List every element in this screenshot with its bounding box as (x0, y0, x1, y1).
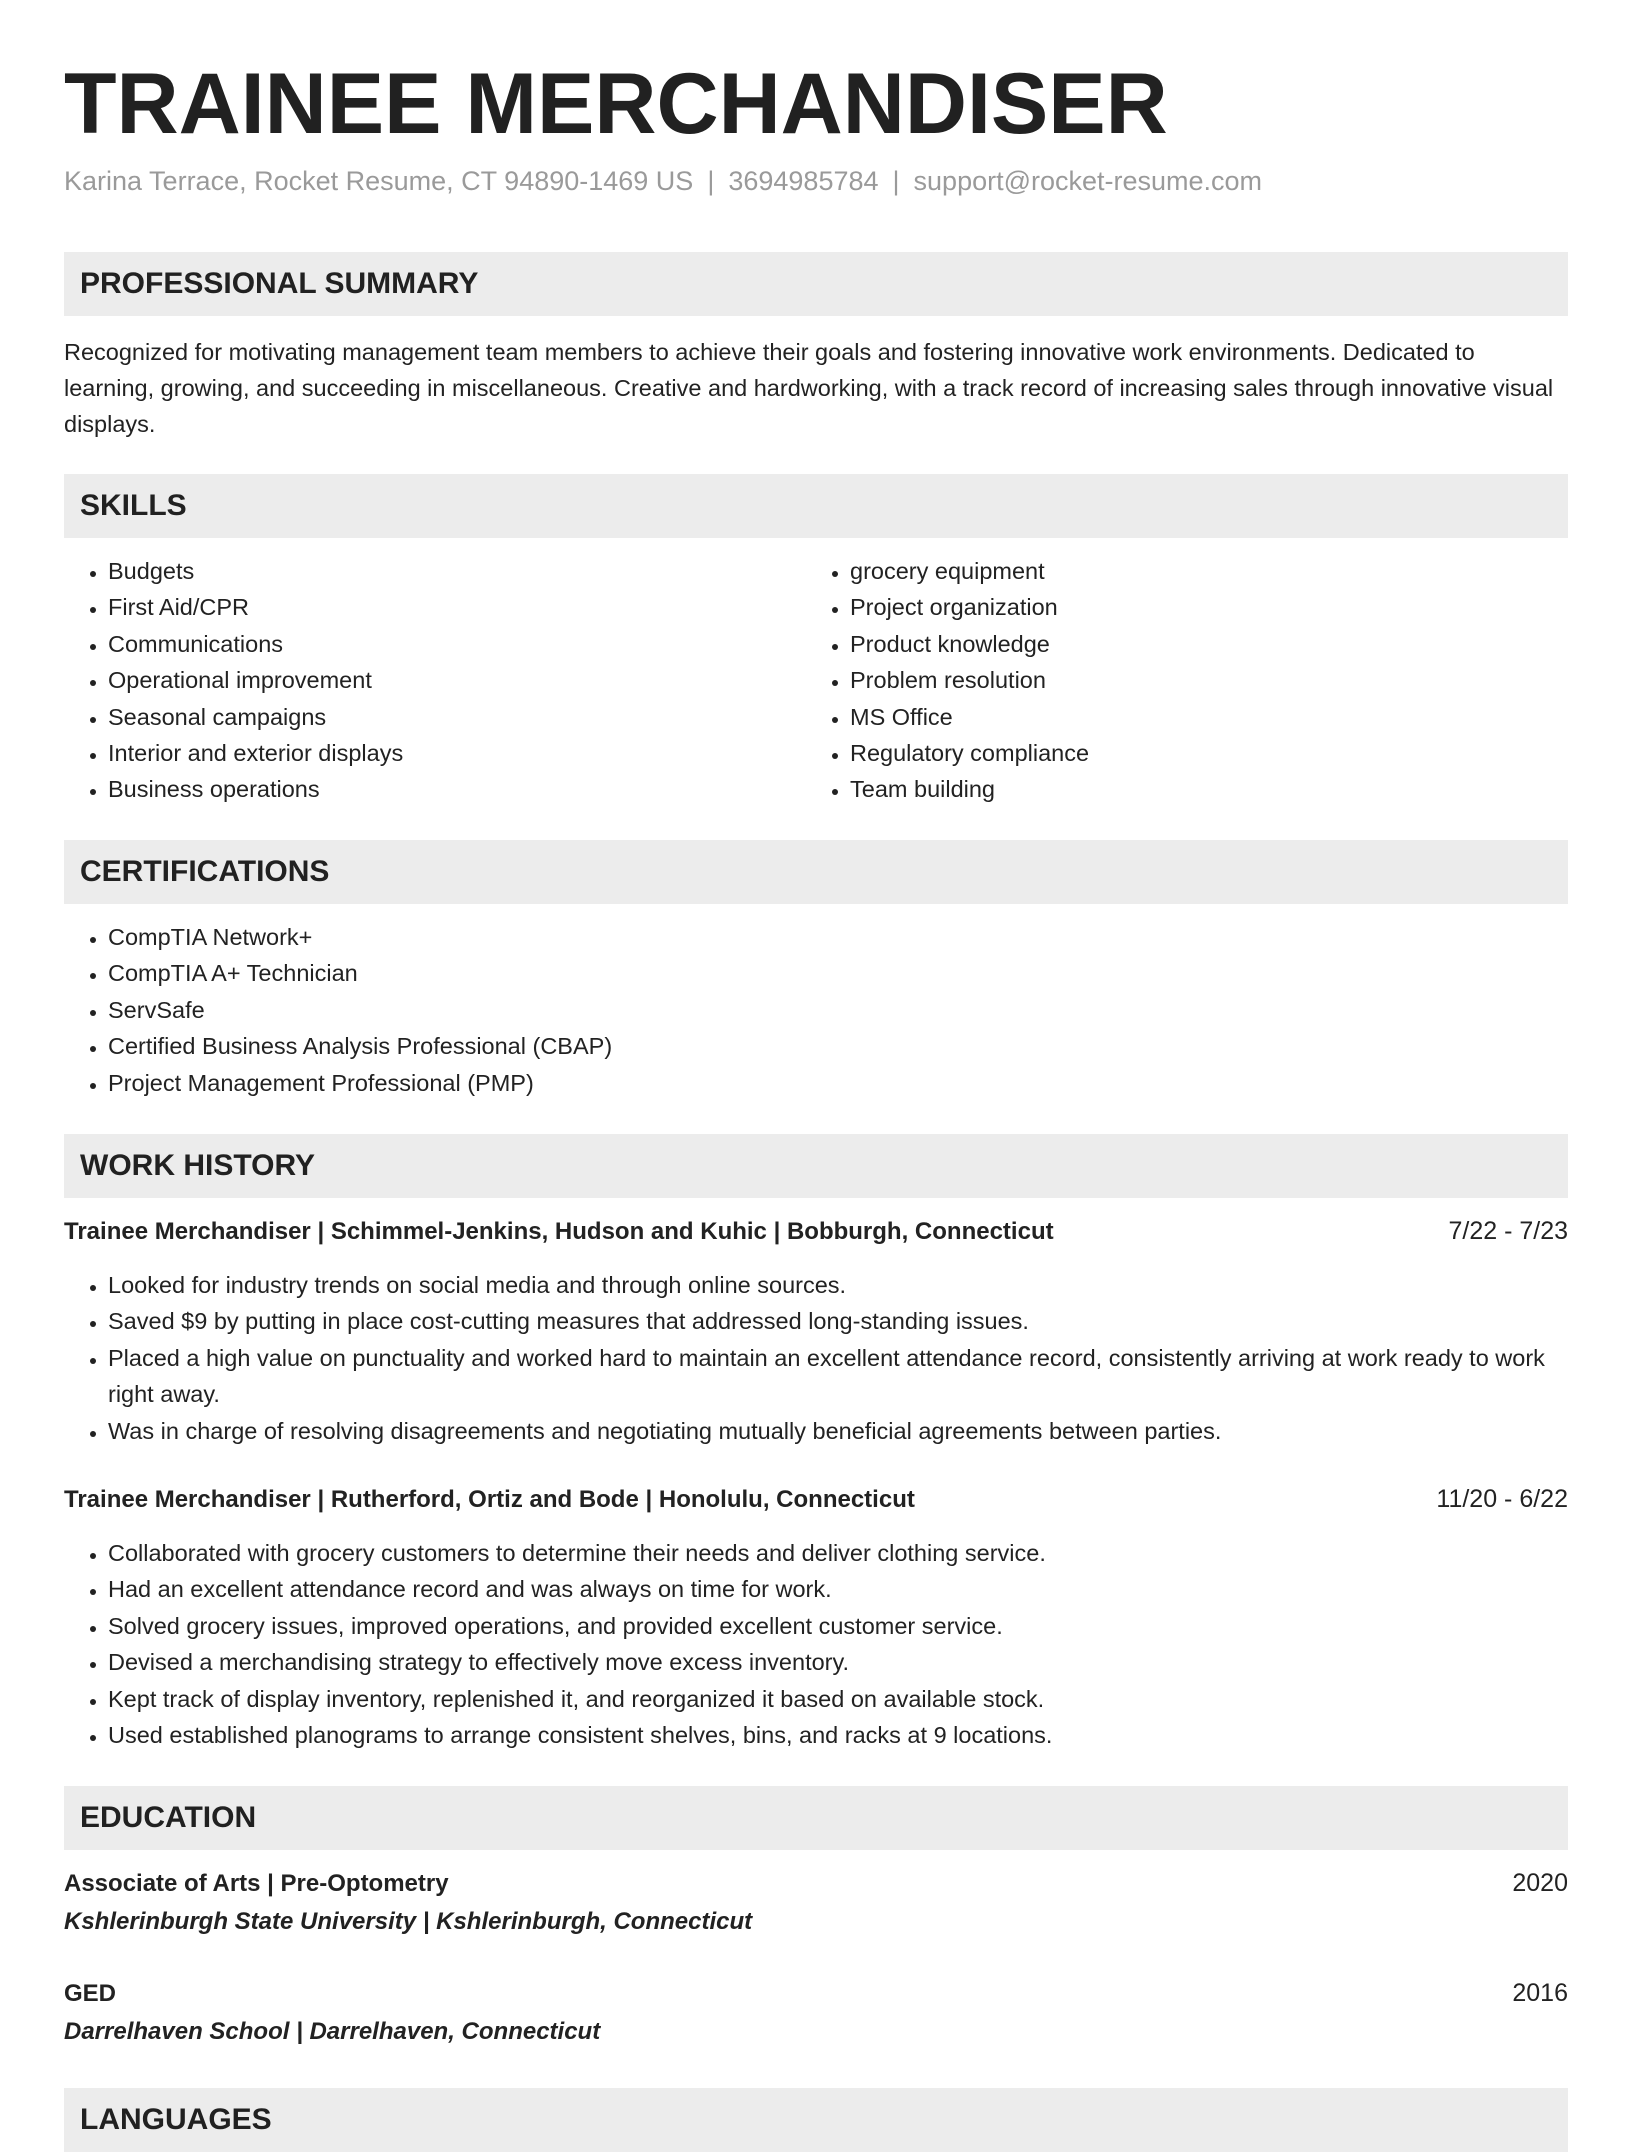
section-header-work-history (64, 1134, 1568, 1198)
section-title: SKILLS (80, 489, 187, 522)
job-bullet: • Collaborated with grocery customers to determine their needs and deliver clothing service. (108, 1535, 1568, 1571)
skills-list-right (806, 553, 1089, 808)
skills-list-left (64, 553, 403, 808)
skill-item: • Communications (108, 626, 403, 662)
degree-title: GED (64, 1980, 117, 2007)
certifications-list (64, 919, 612, 1101)
contact-phone: 3694985784 (728, 166, 879, 196)
skill-item: • grocery equipment (850, 553, 1089, 589)
contact-separator: | (707, 166, 715, 196)
graduation-year: 2020 (1512, 1869, 1568, 1897)
certification-item: • CompTIA A+ Technician (108, 955, 612, 991)
section-title: EDUCATION (80, 1801, 257, 1834)
skill-item: • Seasonal campaigns (108, 699, 403, 735)
skill-item: • Team building (850, 771, 1089, 807)
skill-item: • Budgets (108, 553, 403, 589)
job-bullet: • Had an excellent attendance record and was always on time for work. (108, 1571, 1568, 1607)
section-header-certifications (64, 840, 1568, 904)
job-bullets (64, 1535, 1568, 1753)
school-name: Kshlerinburgh State University | Kshlerinburgh, Connecticut (64, 1908, 753, 1935)
skill-item: • Business operations (108, 771, 403, 807)
skill-item: • Project organization (850, 589, 1089, 625)
job-bullet: • Used established planograms to arrange consistent shelves, bins, and racks at 9 locations. (108, 1717, 1568, 1753)
job-bullet: • Solved grocery issues, improved operations, and provided excellent customer service. (108, 1608, 1568, 1644)
job-bullet: • Was in charge of resolving disagreements and negotiating mutually beneficial agreements between parties. (108, 1413, 1568, 1449)
job-bullet: • Devised a merchandising strategy to effectively move excess inventory. (108, 1644, 1568, 1680)
job-bullet: • Placed a high value on punctuality and worked hard to maintain an excellent attendance record, consistently arriving at work ready to work right away. (108, 1340, 1568, 1413)
job-bullets (64, 1267, 1568, 1449)
contact-separator: | (892, 166, 900, 196)
section-title: PROFESSIONAL SUMMARY (80, 267, 479, 300)
job-title: Trainee Merchandiser | Schimmel-Jenkins, Hudson and Kuhic | Bobburgh, Connecticut (64, 1218, 1054, 1245)
job-dates: 11/20 - 6/22 (1436, 1485, 1568, 1513)
contact-address: Karina Terrace, Rocket Resume, CT 94890-1469 US (64, 166, 694, 196)
job-bullet: • Looked for industry trends on social media and through online sources. (108, 1267, 1568, 1303)
certification-item: • Project Management Professional (PMP) (108, 1065, 612, 1101)
section-header-summary (64, 252, 1568, 316)
section-header-languages (64, 2088, 1568, 2152)
section-header-education (64, 1786, 1568, 1850)
graduation-year: 2016 (1512, 1979, 1568, 2007)
job-title: Trainee Merchandiser | Rutherford, Ortiz and Bode | Honolulu, Connecticut (64, 1486, 915, 1513)
contact-line (64, 166, 1262, 197)
contact-email: support@rocket-resume.com (913, 166, 1263, 196)
skill-item: • Regulatory compliance (850, 735, 1089, 771)
candidate-name: TRAINEE MERCHANDISER (64, 56, 1168, 152)
skill-item: • Problem resolution (850, 662, 1089, 698)
summary-text: Recognized for motivating management team members to achieve their goals and fostering innovative work environments. Dedicated to learning, growing, and succeeding in miscellaneous. Creative and hardworking, with a track record of increasing sales through innovative visual displays. (64, 339, 1554, 437)
certification-item: • ServSafe (108, 992, 612, 1028)
job-bullet: • Saved $9 by putting in place cost-cutting measures that addressed long-standing issues. (108, 1303, 1568, 1339)
skill-item: • MS Office (850, 699, 1089, 735)
section-header-skills (64, 474, 1568, 538)
job-bullet: • Kept track of display inventory, replenished it, and reorganized it based on available stock. (108, 1681, 1568, 1717)
skill-item: • First Aid/CPR (108, 589, 403, 625)
degree-title: Associate of Arts | Pre-Optometry (64, 1870, 449, 1897)
certification-item: • Certified Business Analysis Professional (CBAP) (108, 1028, 612, 1064)
section-title: WORK HISTORY (80, 1149, 316, 1182)
skill-item: • Interior and exterior displays (108, 735, 403, 771)
certification-item: • CompTIA Network+ (108, 919, 612, 955)
skill-item: • Product knowledge (850, 626, 1089, 662)
section-title: CERTIFICATIONS (80, 855, 330, 888)
job-dates: 7/22 - 7/23 (1448, 1217, 1568, 1245)
school-name: Darrelhaven School | Darrelhaven, Connecticut (64, 2018, 601, 2045)
section-title: LANGUAGES (80, 2103, 272, 2136)
skill-item: • Operational improvement (108, 662, 403, 698)
